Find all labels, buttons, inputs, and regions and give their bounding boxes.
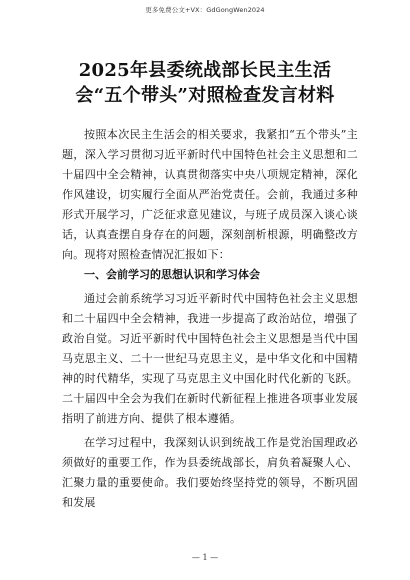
header-note: 更多免费公文+VX：GdGongWen2024	[145, 6, 265, 14]
document-body	[62, 125, 358, 513]
document-title: 2025年县委统战部长民主生活会“五个带头”对照检查发言材料	[75, 60, 335, 106]
section-heading: 一、会前学习的思想认识和学习体会	[84, 268, 260, 281]
intro-paragraph: 按照本次民主生活会的相关要求，我紧扣“五个带头”主题，深入学习贯彻习近平新时代中国特色社会主义思想和二十届四中全会精神，认真贯彻落实中央八项规定精神，深化作风建设，切实履行全面从严治党责任。会前，我通过多种形式开展学习，广泛征求意见建议，与班子成员深入谈心谈话，认真查摆自身存在的问题，深刻剖析根源，明确整改方向。现将对照检查情况汇报如下：	[62, 128, 358, 261]
page-number: — 1 —	[191, 553, 219, 562]
body-paragraph: 在学习过程中，我深刻认识到统战工作是党治国理政必须做好的重要工作，作为县委统战部长，肩负着凝聚人心、汇聚力量的重要使命。我们要始终坚持党的领导，不断巩固和发展	[62, 436, 358, 509]
body-paragraph: 通过会前系统学习习近平新时代中国特色社会主义思想和二十届四中全会精神，我进一步提高了政治站位，增强了政治自觉。习近平新时代中国特色社会主义思想是当代中国马克思主义、二十一世纪马克思主义，是中华文化和中国精神的时代精华，实现了马克思主义中国化时代化新的飞跃。二十届四中全会为我们在新时代新征程上推进各项事业发展指明了前进方向、提供了根本遵循。	[62, 292, 358, 425]
